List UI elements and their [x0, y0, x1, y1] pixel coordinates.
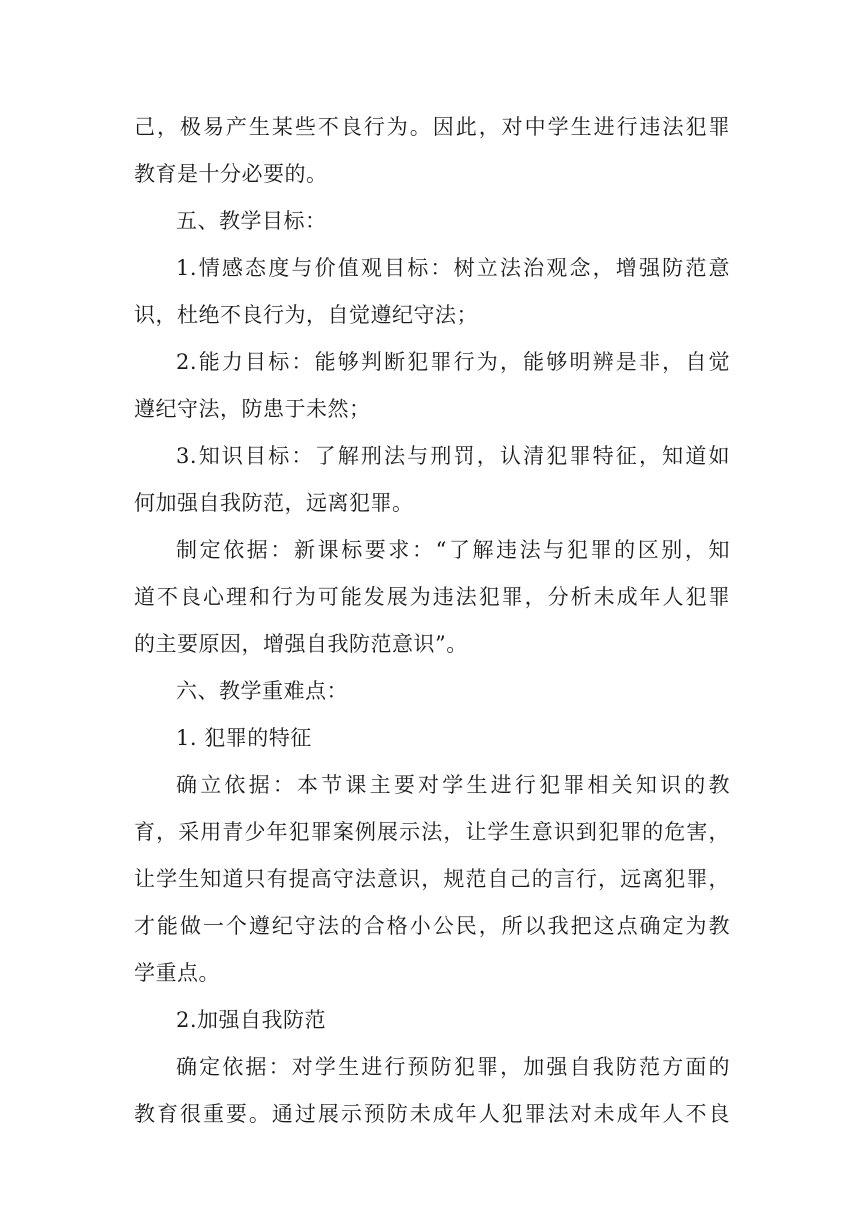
paragraph-line: 识，杜绝不良行为，自觉遵纪守法； [134, 303, 478, 327]
paragraph-line: 1.情感态度与价值观目标：树立法治观念，增强防范意 [176, 256, 730, 280]
paragraph-line: 制定依据：新课标要求：“了解违法与犯罪的区别，知 [176, 538, 730, 562]
paragraph-line: 确立依据：本节课主要对学生进行犯罪相关知识的教 [176, 773, 730, 797]
paragraph-line: 的主要原因，增强自我防范意识”。 [134, 632, 468, 656]
paragraph-line: 3.知识目标：了解刑法与刑罚，认清犯罪特征，知道如 [176, 444, 730, 468]
section-heading: 五、教学目标： [176, 209, 327, 233]
paragraph-line: 让学生知道只有提高守法意识，规范自己的言行，远离犯罪， [134, 867, 730, 891]
paragraph-line: 2.能力目标：能够判断犯罪行为，能够明辨是非，自觉 [176, 350, 730, 374]
paragraph-line: 己，极易产生某些不良行为。因此，对中学生进行违法犯罪 [134, 115, 730, 139]
paragraph-line: 道不良心理和行为可能发展为违法犯罪，分析未成年人犯罪 [134, 585, 730, 609]
paragraph-line: 育，采用青少年犯罪案例展示法，让学生意识到犯罪的危害， [134, 820, 730, 844]
paragraph-line: 学重点。 [134, 961, 220, 985]
paragraph-line: 确定依据：对学生进行预防犯罪，加强自我防范方面的 [176, 1055, 730, 1079]
paragraph-line: 教育是十分必要的。 [134, 162, 328, 186]
paragraph-line: 遵纪守法，防患于未然； [134, 397, 371, 421]
paragraph-line: 教育很重要。通过展示预防未成年人犯罪法对未成年人不良 [134, 1102, 730, 1126]
paragraph-line: 才能做一个遵纪守法的合格小公民，所以我把这点确定为教 [134, 914, 730, 938]
subsection-heading: 2.加强自我防范 [176, 1008, 327, 1032]
section-heading: 六、教学重难点： [176, 679, 348, 703]
subsection-heading: 1. 犯罪的特征 [176, 726, 312, 750]
paragraph-line: 何加强自我防范，远离犯罪。 [134, 491, 414, 515]
